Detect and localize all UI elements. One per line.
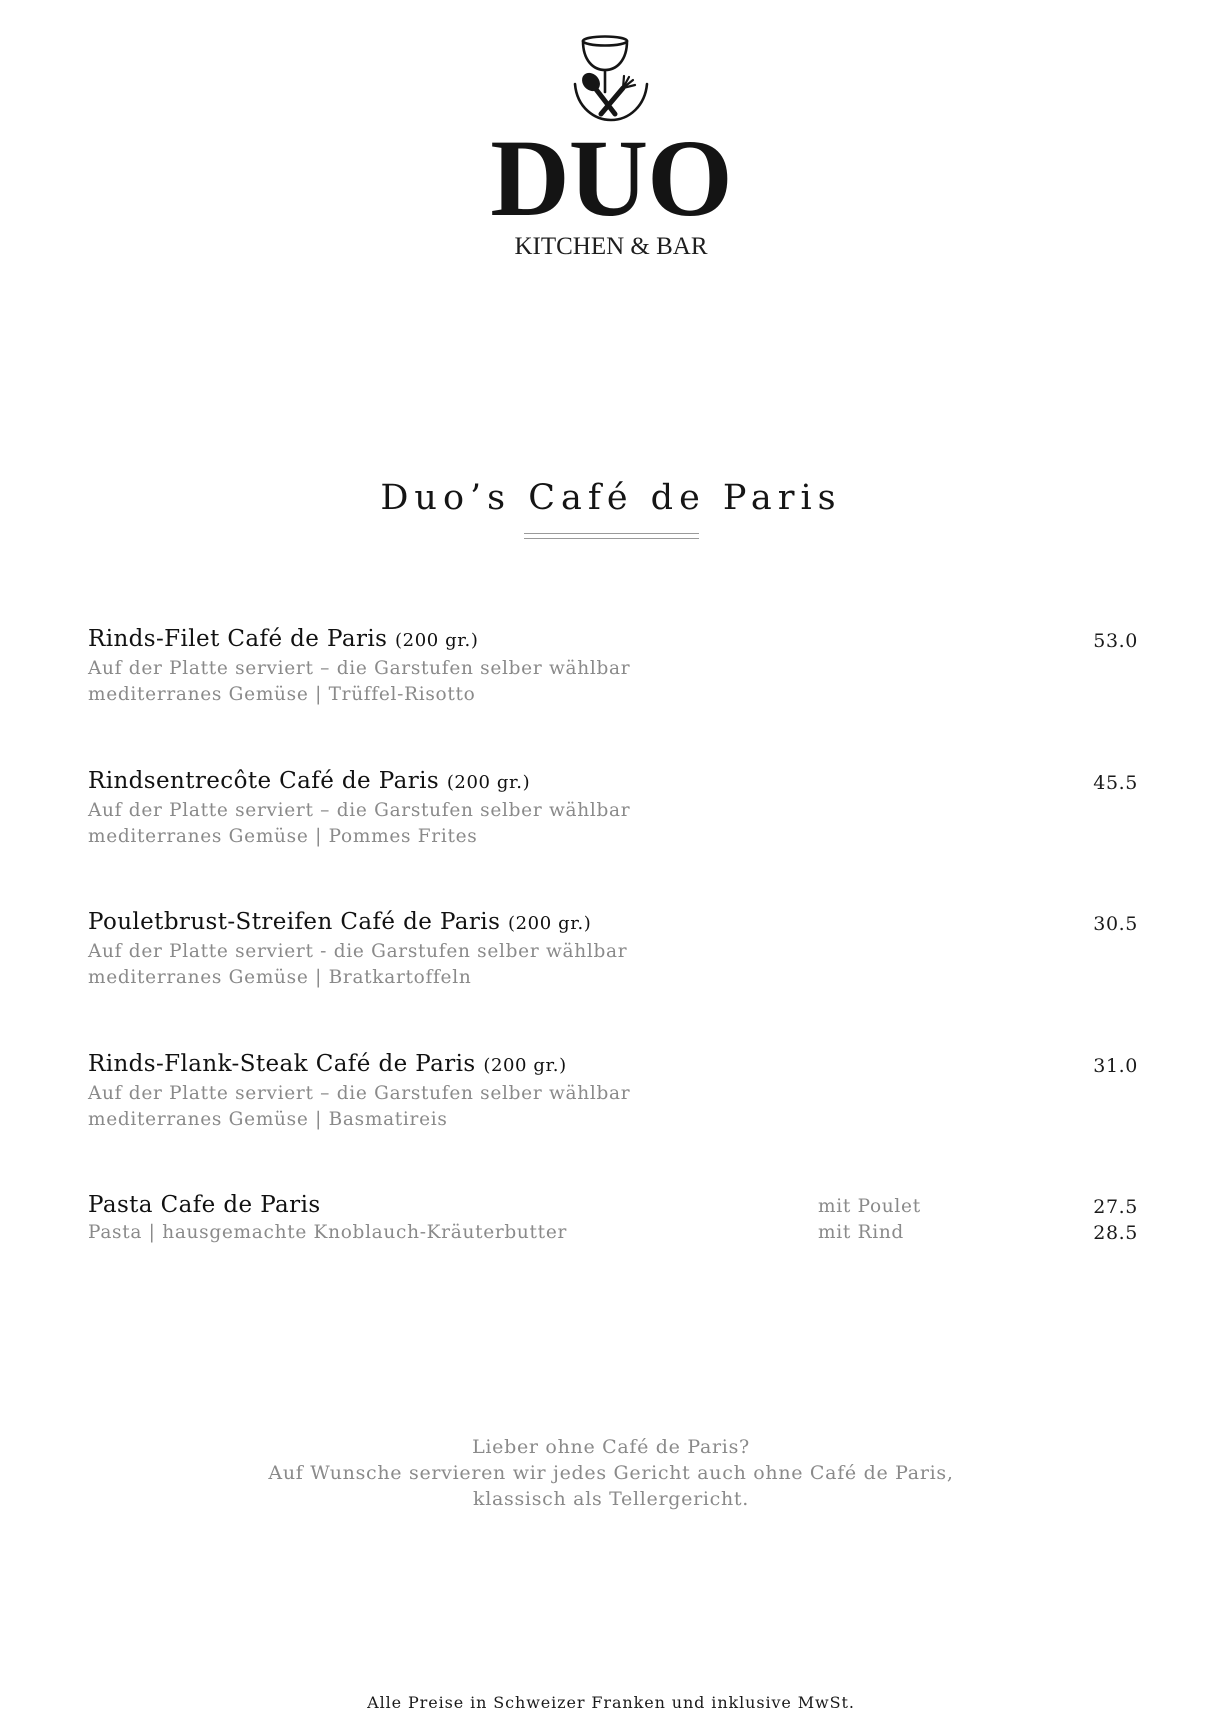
menu-item <box>88 766 1138 850</box>
note-line: klassisch als Tellergericht. <box>473 1488 749 1510</box>
pasta-option-price: 27.5 <box>1093 1196 1138 1218</box>
note <box>0 1434 1222 1512</box>
menu-item-pasta <box>88 1190 1138 1250</box>
item-price: 53.0 <box>1093 630 1138 652</box>
pasta-option-label: mit Poulet <box>818 1196 921 1217</box>
item-name: Rinds-Flank-Steak Café de Paris <box>88 1051 476 1077</box>
menu-item <box>88 1049 1138 1133</box>
note-line: Auf Wunsche servieren wir jedes Gericht auch ohne Café de Paris, <box>268 1462 954 1484</box>
wine-glass-spoon-fork-icon <box>567 34 655 124</box>
item-sides: mediterranes Gemüse | Trüffel-Risotto <box>88 684 476 705</box>
menu-title: Duo’s Café de Paris <box>380 478 842 518</box>
item-sides: mediterranes Gemüse | Basmatireis <box>88 1109 448 1130</box>
item-description: Pasta | hausgemachte Knoblauch-Kräuterbutter <box>88 1222 568 1243</box>
logo-subtitle: KITCHEN & BAR <box>514 233 708 260</box>
price-footer: Alle Preise in Schweizer Franken und inklusive MwSt. <box>367 1693 855 1712</box>
item-name-line <box>88 624 1138 656</box>
pasta-option-price: 28.5 <box>1093 1222 1138 1244</box>
item-price: 31.0 <box>1093 1055 1138 1077</box>
item-price: 30.5 <box>1093 913 1138 935</box>
item-name-line <box>88 766 1138 798</box>
item-name: Rindsentrecôte Café de Paris <box>88 768 440 794</box>
menu-item <box>88 624 1138 708</box>
item-description: Auf der Platte serviert – die Garstufen selber wählbar <box>88 1083 631 1104</box>
item-description: Auf der Platte serviert – die Garstufen selber wählbar <box>88 800 631 821</box>
item-description: Auf der Platte serviert - die Garstufen selber wählbar <box>88 941 628 962</box>
item-quantity: (200 gr.) <box>483 1055 567 1076</box>
item-name: Rinds-Filet Café de Paris <box>88 626 388 652</box>
pasta-option-label: mit Rind <box>818 1222 904 1243</box>
logo-title: DUO <box>490 117 732 239</box>
item-quantity: (200 gr.) <box>446 772 531 793</box>
item-quantity: (200 gr.) <box>395 630 479 651</box>
item-name-line <box>88 1049 1138 1081</box>
item-price: 45.5 <box>1093 772 1138 794</box>
item-sides: mediterranes Gemüse | Pommes Frites <box>88 826 478 847</box>
item-sides: mediterranes Gemüse | Bratkartoffeln <box>88 967 472 988</box>
item-quantity: (200 gr.) <box>508 913 592 934</box>
item-name: Pasta Cafe de Paris <box>88 1192 321 1218</box>
item-name-line <box>88 907 1138 939</box>
menu-item <box>88 907 1138 991</box>
title-divider <box>524 533 699 540</box>
item-description: Auf der Platte serviert – die Garstufen selber wählbar <box>88 658 631 679</box>
item-name: Pouletbrust-Streifen Café de Paris <box>88 909 501 935</box>
note-line: Lieber ohne Café de Paris? <box>472 1436 750 1458</box>
logo <box>0 34 1222 262</box>
